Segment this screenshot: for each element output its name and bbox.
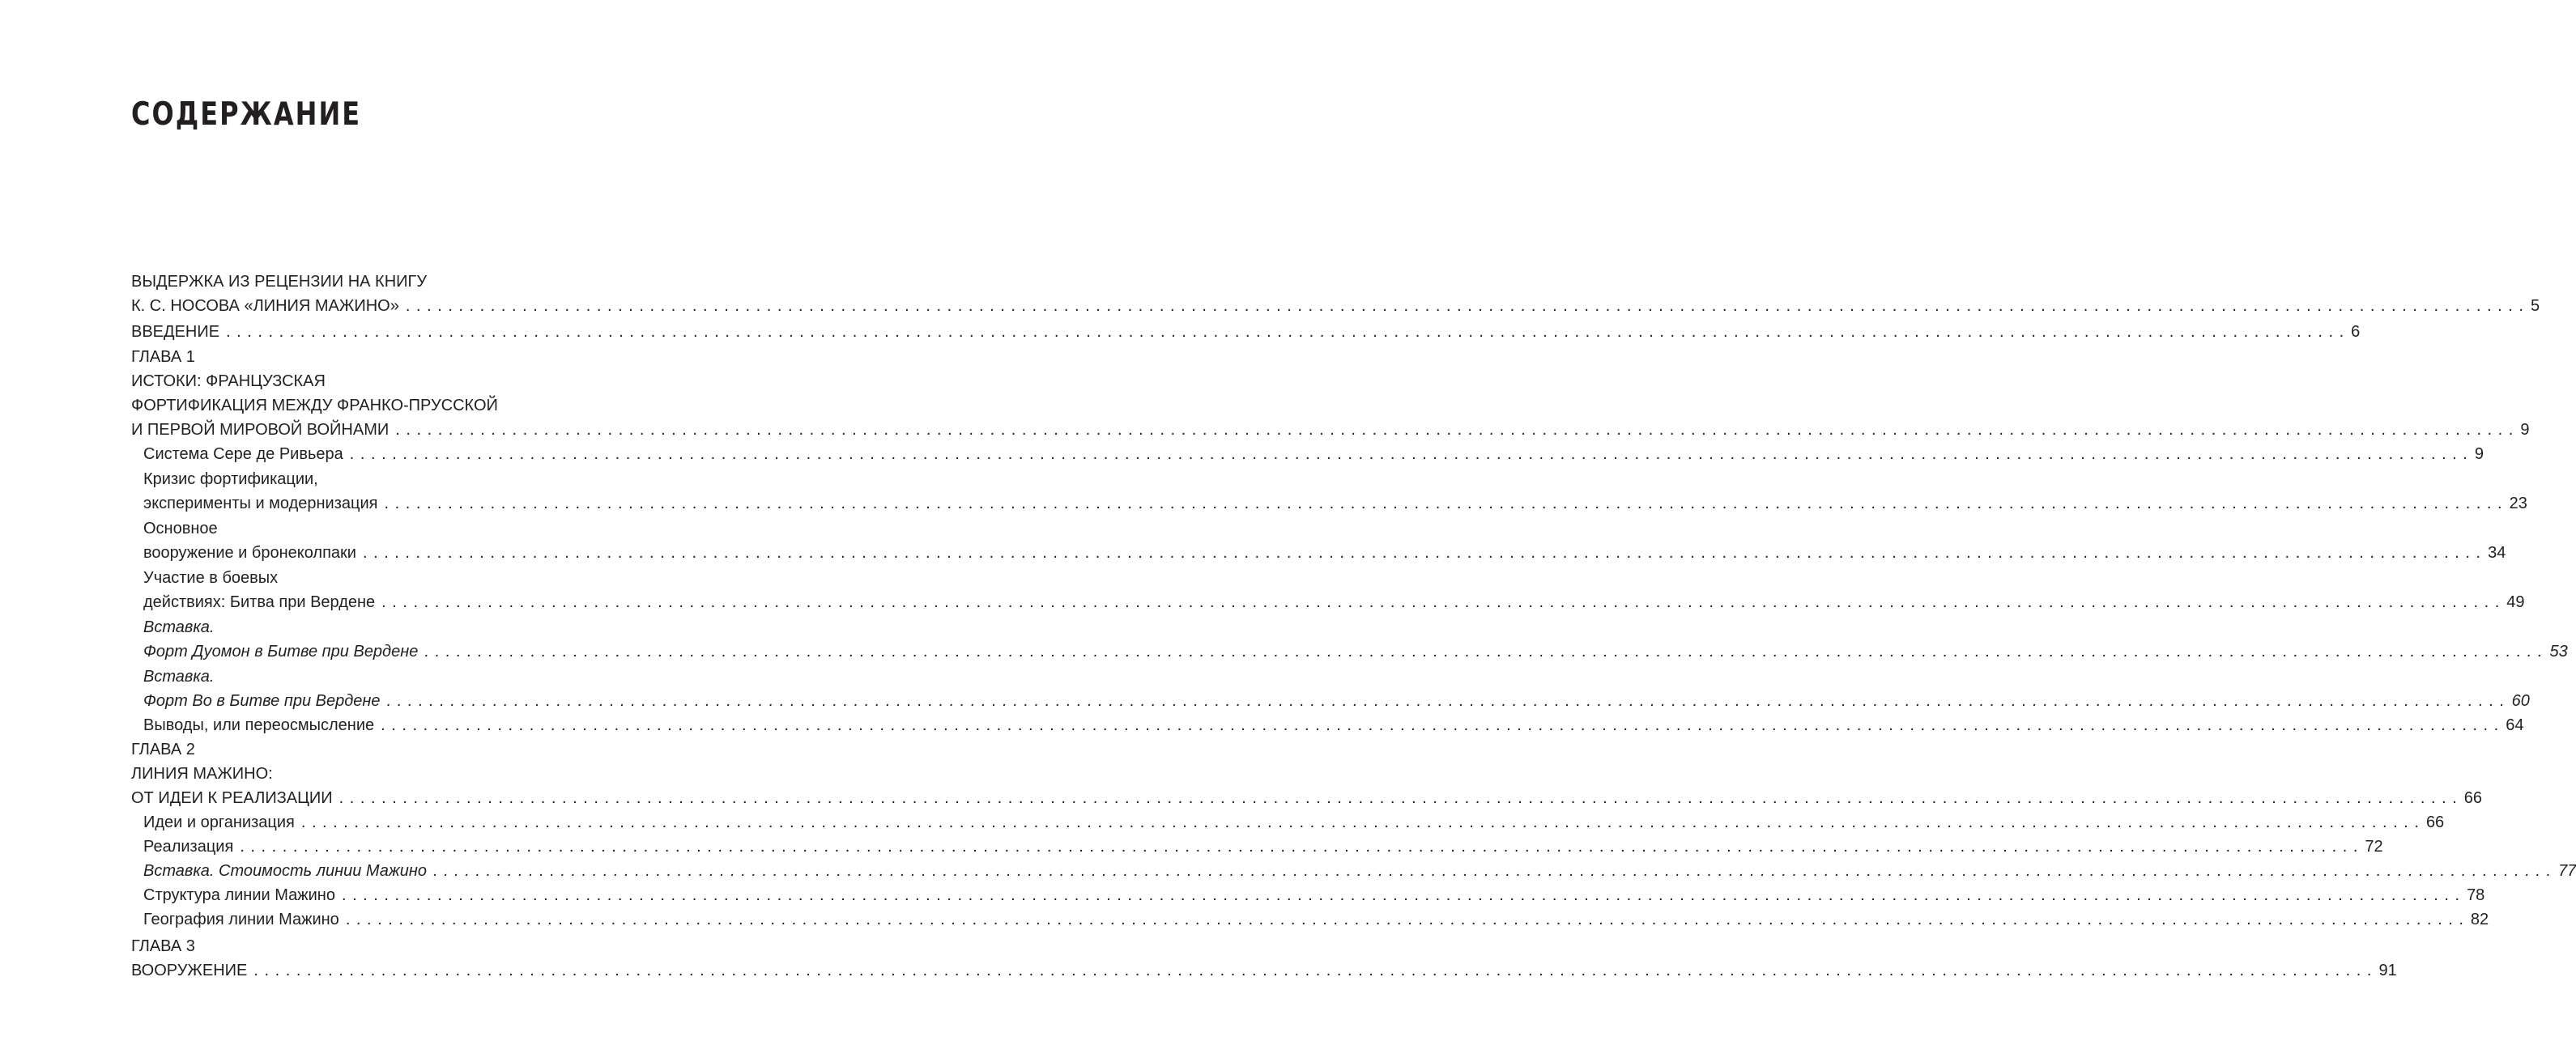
toc-entry-title-line: Форт Дуомон в Битве при Вердене [143,643,419,661]
dot-leader: . . . . . . . . . . . . . . . . . . . . . . . . . . . . . . . . . . . . . . . . . . . . . . . . . . . . . . . . . . . . . . . . . . . . . . . . . . . . . . . . . . . . . . . . . . . . . . . . . . . . . . . . . . . . . . . . . . . . . . . . . . . . . . . . . . . . . . . . . . . . . . . . . . . . . . . . . . . . . . . . . . . . . . . . . . . . . . . . . . . . . . . . . . . . . . . . . . . . . . . . [405,297,2524,315]
toc-entry-title-line: Идеи и организация [143,813,295,831]
toc-entry-row [143,907,2489,932]
toc-entry-title-line: ВВЕДЕНИЕ [131,323,220,341]
dot-leader: . . . . . . . . . . . . . . . . . . . . . . . . . . . . . . . . . . . . . . . . . . . . . . . . . . . . . . . . . . . . . . . . . . . . . . . . . . . . . . . . . . . . . . . . . . . . . . . . . . . . . . . . . . . . . . . . . . . . . . . . . . . . . . . . . . . . . . . . . . . . . . . . . . . . . . . . . . . . . . . . . . . . . . . . . . . . . . . . . . . . . . . . . . . . . . . . . . . . . . . . [226,323,2345,341]
toc-entry-title-line: ГЛАВА 3 [131,937,195,955]
toc-entry [131,934,2397,983]
toc-entry-title-line: Структура линии Мажино [143,886,335,904]
dot-leader: . . . . . . . . . . . . . . . . . . . . . . . . . . . . . . . . . . . . . . . . . . . . . . . . . . . . . . . . . . . . . . . . . . . . . . . . . . . . . . . . . . . . . . . . . . . . . . . . . . . . . . . . . . . . . . . . . . . . . . . . . . . . . . . . . . . . . . . . . . . . . . . . . . . . . . . . . . . . . . . . . . . . . . . . . . . . . . . . . . . . . . . . . . . . . . . . . . . . . . . . [253,962,2373,979]
toc-entry-row [143,590,2525,614]
toc-entry [131,467,2527,516]
page-number: 78 [2467,886,2485,904]
toc-entry-title-line: Кризис фортификации, [143,470,318,488]
dot-leader: . . . . . . . . . . . . . . . . . . . . . . . . . . . . . . . . . . . . . . . . . . . . . . . . . . . . . . . . . . . . . . . . . . . . . . . . . . . . . . . . . . . . . . . . . . . . . . . . . . . . . . . . . . . . . . . . . . . . . . . . . . . . . . . . . . . . . . . . . . . . . . . . . . . . . . . . . . . . . . . . . . . . . . . . . . . . . . . . . . . . . . . . . . . . . . . . . . . . . . . . [424,643,2544,661]
page-number: 53 [2549,643,2568,661]
toc-entry [131,883,2485,907]
toc-entry-title-line: ГЛАВА 1 [131,348,195,366]
toc-entry [131,859,2576,883]
page-number: 66 [2463,789,2483,807]
page-number: 66 [2425,813,2445,831]
toc-entry [131,442,2484,466]
toc-entry [131,713,2524,737]
toc-entry-title-line: Вставка. [143,668,215,686]
toc-entry-title-line: ИСТОКИ: ФРАНЦУЗСКАЯ [131,372,326,390]
toc-entry-row [143,689,2530,713]
page-number: 23 [2509,495,2527,512]
toc-entry-row [143,639,2568,664]
page-number: 77 [2558,862,2576,880]
toc-entry [131,320,2361,344]
toc-entry-title-line: ФОРТИФИКАЦИЯ МЕЖДУ ФРАНКО-ПРУССКОЙ [131,397,498,414]
toc-entry-row [131,786,2483,810]
dot-leader: . . . . . . . . . . . . . . . . . . . . . . . . . . . . . . . . . . . . . . . . . . . . . . . . . . . . . . . . . . . . . . . . . . . . . . . . . . . . . . . . . . . . . . . . . . . . . . . . . . . . . . . . . . . . . . . . . . . . . . . . . . . . . . . . . . . . . . . . . . . . . . . . . . . . . . . . . . . . . . . . . . . . . . . . . . . . . . . . . . . . . . . . . . . . . . . . . . . . . . . . [349,445,2468,463]
page-number: 91 [2378,962,2397,979]
toc-entry-title-line: Участие в боевых [143,569,279,587]
toc-entry [131,665,2530,713]
dot-leader: . . . . . . . . . . . . . . . . . . . . . . . . . . . . . . . . . . . . . . . . . . . . . . . . . . . . . . . . . . . . . . . . . . . . . . . . . . . . . . . . . . . . . . . . . . . . . . . . . . . . . . . . . . . . . . . . . . . . . . . . . . . . . . . . . . . . . . . . . . . . . . . . . . . . . . . . . . . . . . . . . . . . . . . . . . . . . . . . . . . . . . . . . . . . . . . . . . . . . . . . [386,692,2506,710]
toc-entry [131,835,2383,859]
toc-entry-title-line: ВООРУЖЕНИЕ [131,962,248,979]
toc-entry [131,907,2489,932]
table-of-contents [131,270,2576,983]
toc-entry [131,615,2568,664]
dot-leader: . . . . . . . . . . . . . . . . . . . . . . . . . . . . . . . . . . . . . . . . . . . . . . . . . . . . . . . . . . . . . . . . . . . . . . . . . . . . . . . . . . . . . . . . . . . . . . . . . . . . . . . . . . . . . . . . . . . . . . . . . . . . . . . . . . . . . . . . . . . . . . . . . . . . . . . . . . . . . . . . . . . . . . . . . . . . . . . . . . . . . . . . . . . . . . . . . . . . . . . . [300,813,2420,831]
dot-leader: . . . . . . . . . . . . . . . . . . . . . . . . . . . . . . . . . . . . . . . . . . . . . . . . . . . . . . . . . . . . . . . . . . . . . . . . . . . . . . . . . . . . . . . . . . . . . . . . . . . . . . . . . . . . . . . . . . . . . . . . . . . . . . . . . . . . . . . . . . . . . . . . . . . . . . . . . . . . . . . . . . . . . . . . . . . . . . . . . . . . . . . . . . . . . . . . . . . . . . . . [362,544,2482,562]
toc-entry-title-line: Реализация [143,838,234,856]
toc-entry [131,737,2483,810]
toc-entry [131,270,2540,318]
toc-entry-title-line: Выводы, или переосмысление [143,716,375,734]
toc-entry [131,810,2445,835]
page-number: 60 [2511,692,2530,710]
page-number: 6 [2351,323,2361,341]
toc-entry-row [143,883,2485,907]
page-number: 72 [2365,838,2383,856]
toc-entry-title-line: ЛИНИЯ МАЖИНО: [131,765,273,783]
page-number: 34 [2488,544,2506,562]
page-number: 5 [2530,297,2540,315]
toc-entry-row [143,859,2576,883]
dot-leader: . . . . . . . . . . . . . . . . . . . . . . . . . . . . . . . . . . . . . . . . . . . . . . . . . . . . . . . . . . . . . . . . . . . . . . . . . . . . . . . . . . . . . . . . . . . . . . . . . . . . . . . . . . . . . . . . . . . . . . . . . . . . . . . . . . . . . . . . . . . . . . . . . . . . . . . . . . . . . . . . . . . . . . . . . . . . . . . . . . . . . . . . . . . . . . . . . . . . . . . . [432,862,2553,880]
dot-leader: . . . . . . . . . . . . . . . . . . . . . . . . . . . . . . . . . . . . . . . . . . . . . . . . . . . . . . . . . . . . . . . . . . . . . . . . . . . . . . . . . . . . . . . . . . . . . . . . . . . . . . . . . . . . . . . . . . . . . . . . . . . . . . . . . . . . . . . . . . . . . . . . . . . . . . . . . . . . . . . . . . . . . . . . . . . . . . . . . . . . . . . . . . . . . . . . . . . . . . . . [345,911,2464,928]
toc-entry-row [143,835,2383,859]
toc-entry-title-line: К. С. НОСОВА «ЛИНИЯ МАЖИНО» [131,297,399,315]
toc-entry-row [131,294,2540,318]
page-title: СОДЕРЖАНИЕ [131,96,362,133]
toc-entry [131,516,2506,565]
dot-leader: . . . . . . . . . . . . . . . . . . . . . . . . . . . . . . . . . . . . . . . . . . . . . . . . . . . . . . . . . . . . . . . . . . . . . . . . . . . . . . . . . . . . . . . . . . . . . . . . . . . . . . . . . . . . . . . . . . . . . . . . . . . . . . . . . . . . . . . . . . . . . . . . . . . . . . . . . . . . . . . . . . . . . . . . . . . . . . . . . . . . . . . . . . . . . . . . . . . . . . . . [395,421,2514,439]
dot-leader: . . . . . . . . . . . . . . . . . . . . . . . . . . . . . . . . . . . . . . . . . . . . . . . . . . . . . . . . . . . . . . . . . . . . . . . . . . . . . . . . . . . . . . . . . . . . . . . . . . . . . . . . . . . . . . . . . . . . . . . . . . . . . . . . . . . . . . . . . . . . . . . . . . . . . . . . . . . . . . . . . . . . . . . . . . . . . . . . . . . . . . . . . . . . . . . . . . . . . . . . [384,495,2503,512]
dot-leader: . . . . . . . . . . . . . . . . . . . . . . . . . . . . . . . . . . . . . . . . . . . . . . . . . . . . . . . . . . . . . . . . . . . . . . . . . . . . . . . . . . . . . . . . . . . . . . . . . . . . . . . . . . . . . . . . . . . . . . . . . . . . . . . . . . . . . . . . . . . . . . . . . . . . . . . . . . . . . . . . . . . . . . . . . . . . . . . . . . . . . . . . . . . . . . . . . . . . . . . . [240,838,2359,856]
toc-entry-title-line: действиях: Битва при Вердене [143,593,376,611]
toc-entry-row [131,958,2397,983]
toc-entry-title-line: Основное [143,520,218,537]
toc-entry-title-line: Форт Во в Битве при Вердене [143,692,381,710]
toc-entry-row [143,541,2506,565]
toc-entry-title-line: эксперименты и модернизация [143,495,378,512]
toc-entry-row [143,442,2484,466]
toc-entry-row [131,320,2361,344]
toc-entry-title-line: ВЫДЕРЖКА ИЗ РЕЦЕНЗИИ НА КНИГУ [131,273,428,291]
toc-entry-title-line: И ПЕРВОЙ МИРОВОЙ ВОЙНАМИ [131,421,390,439]
toc-entry-title-line: Система Сере де Ривьера [143,445,343,463]
toc-entry-title-line: ГЛАВА 2 [131,741,195,758]
dot-leader: . . . . . . . . . . . . . . . . . . . . . . . . . . . . . . . . . . . . . . . . . . . . . . . . . . . . . . . . . . . . . . . . . . . . . . . . . . . . . . . . . . . . . . . . . . . . . . . . . . . . . . . . . . . . . . . . . . . . . . . . . . . . . . . . . . . . . . . . . . . . . . . . . . . . . . . . . . . . . . . . . . . . . . . . . . . . . . . . . . . . . . . . . . . . . . . . . . . . . . . . [341,886,2461,904]
toc-entry-title-line: вооружение и бронеколпаки [143,544,356,562]
toc-entry-title-line: ОТ ИДЕИ К РЕАЛИЗАЦИИ [131,789,333,807]
dot-leader: . . . . . . . . . . . . . . . . . . . . . . . . . . . . . . . . . . . . . . . . . . . . . . . . . . . . . . . . . . . . . . . . . . . . . . . . . . . . . . . . . . . . . . . . . . . . . . . . . . . . . . . . . . . . . . . . . . . . . . . . . . . . . . . . . . . . . . . . . . . . . . . . . . . . . . . . . . . . . . . . . . . . . . . . . . . . . . . . . . . . . . . . . . . . . . . . . . . . . . . . [381,716,2500,734]
page-number: 64 [2506,716,2524,734]
page-number: 9 [2520,421,2530,439]
page-number: 82 [2470,911,2489,928]
toc-entry-row [143,491,2527,516]
toc-entry-row [131,418,2530,442]
toc-entry-row [143,810,2445,835]
dot-leader: . . . . . . . . . . . . . . . . . . . . . . . . . . . . . . . . . . . . . . . . . . . . . . . . . . . . . . . . . . . . . . . . . . . . . . . . . . . . . . . . . . . . . . . . . . . . . . . . . . . . . . . . . . . . . . . . . . . . . . . . . . . . . . . . . . . . . . . . . . . . . . . . . . . . . . . . . . . . . . . . . . . . . . . . . . . . . . . . . . . . . . . . . . . . . . . . . . . . . . . . [338,789,2458,807]
toc-entry-title-line: География линии Мажино [143,911,339,928]
toc-entry-title-line: Вставка. Стоимость линии Мажино [143,862,427,880]
page-number: 9 [2474,445,2484,463]
toc-entry-row [143,713,2524,737]
toc-entry [131,345,2530,442]
toc-entry-title-line: Вставка. [143,618,215,636]
toc-entry [131,566,2525,614]
dot-leader: . . . . . . . . . . . . . . . . . . . . . . . . . . . . . . . . . . . . . . . . . . . . . . . . . . . . . . . . . . . . . . . . . . . . . . . . . . . . . . . . . . . . . . . . . . . . . . . . . . . . . . . . . . . . . . . . . . . . . . . . . . . . . . . . . . . . . . . . . . . . . . . . . . . . . . . . . . . . . . . . . . . . . . . . . . . . . . . . . . . . . . . . . . . . . . . . . . . . . . . . [381,593,2501,611]
page-number: 49 [2506,593,2525,611]
